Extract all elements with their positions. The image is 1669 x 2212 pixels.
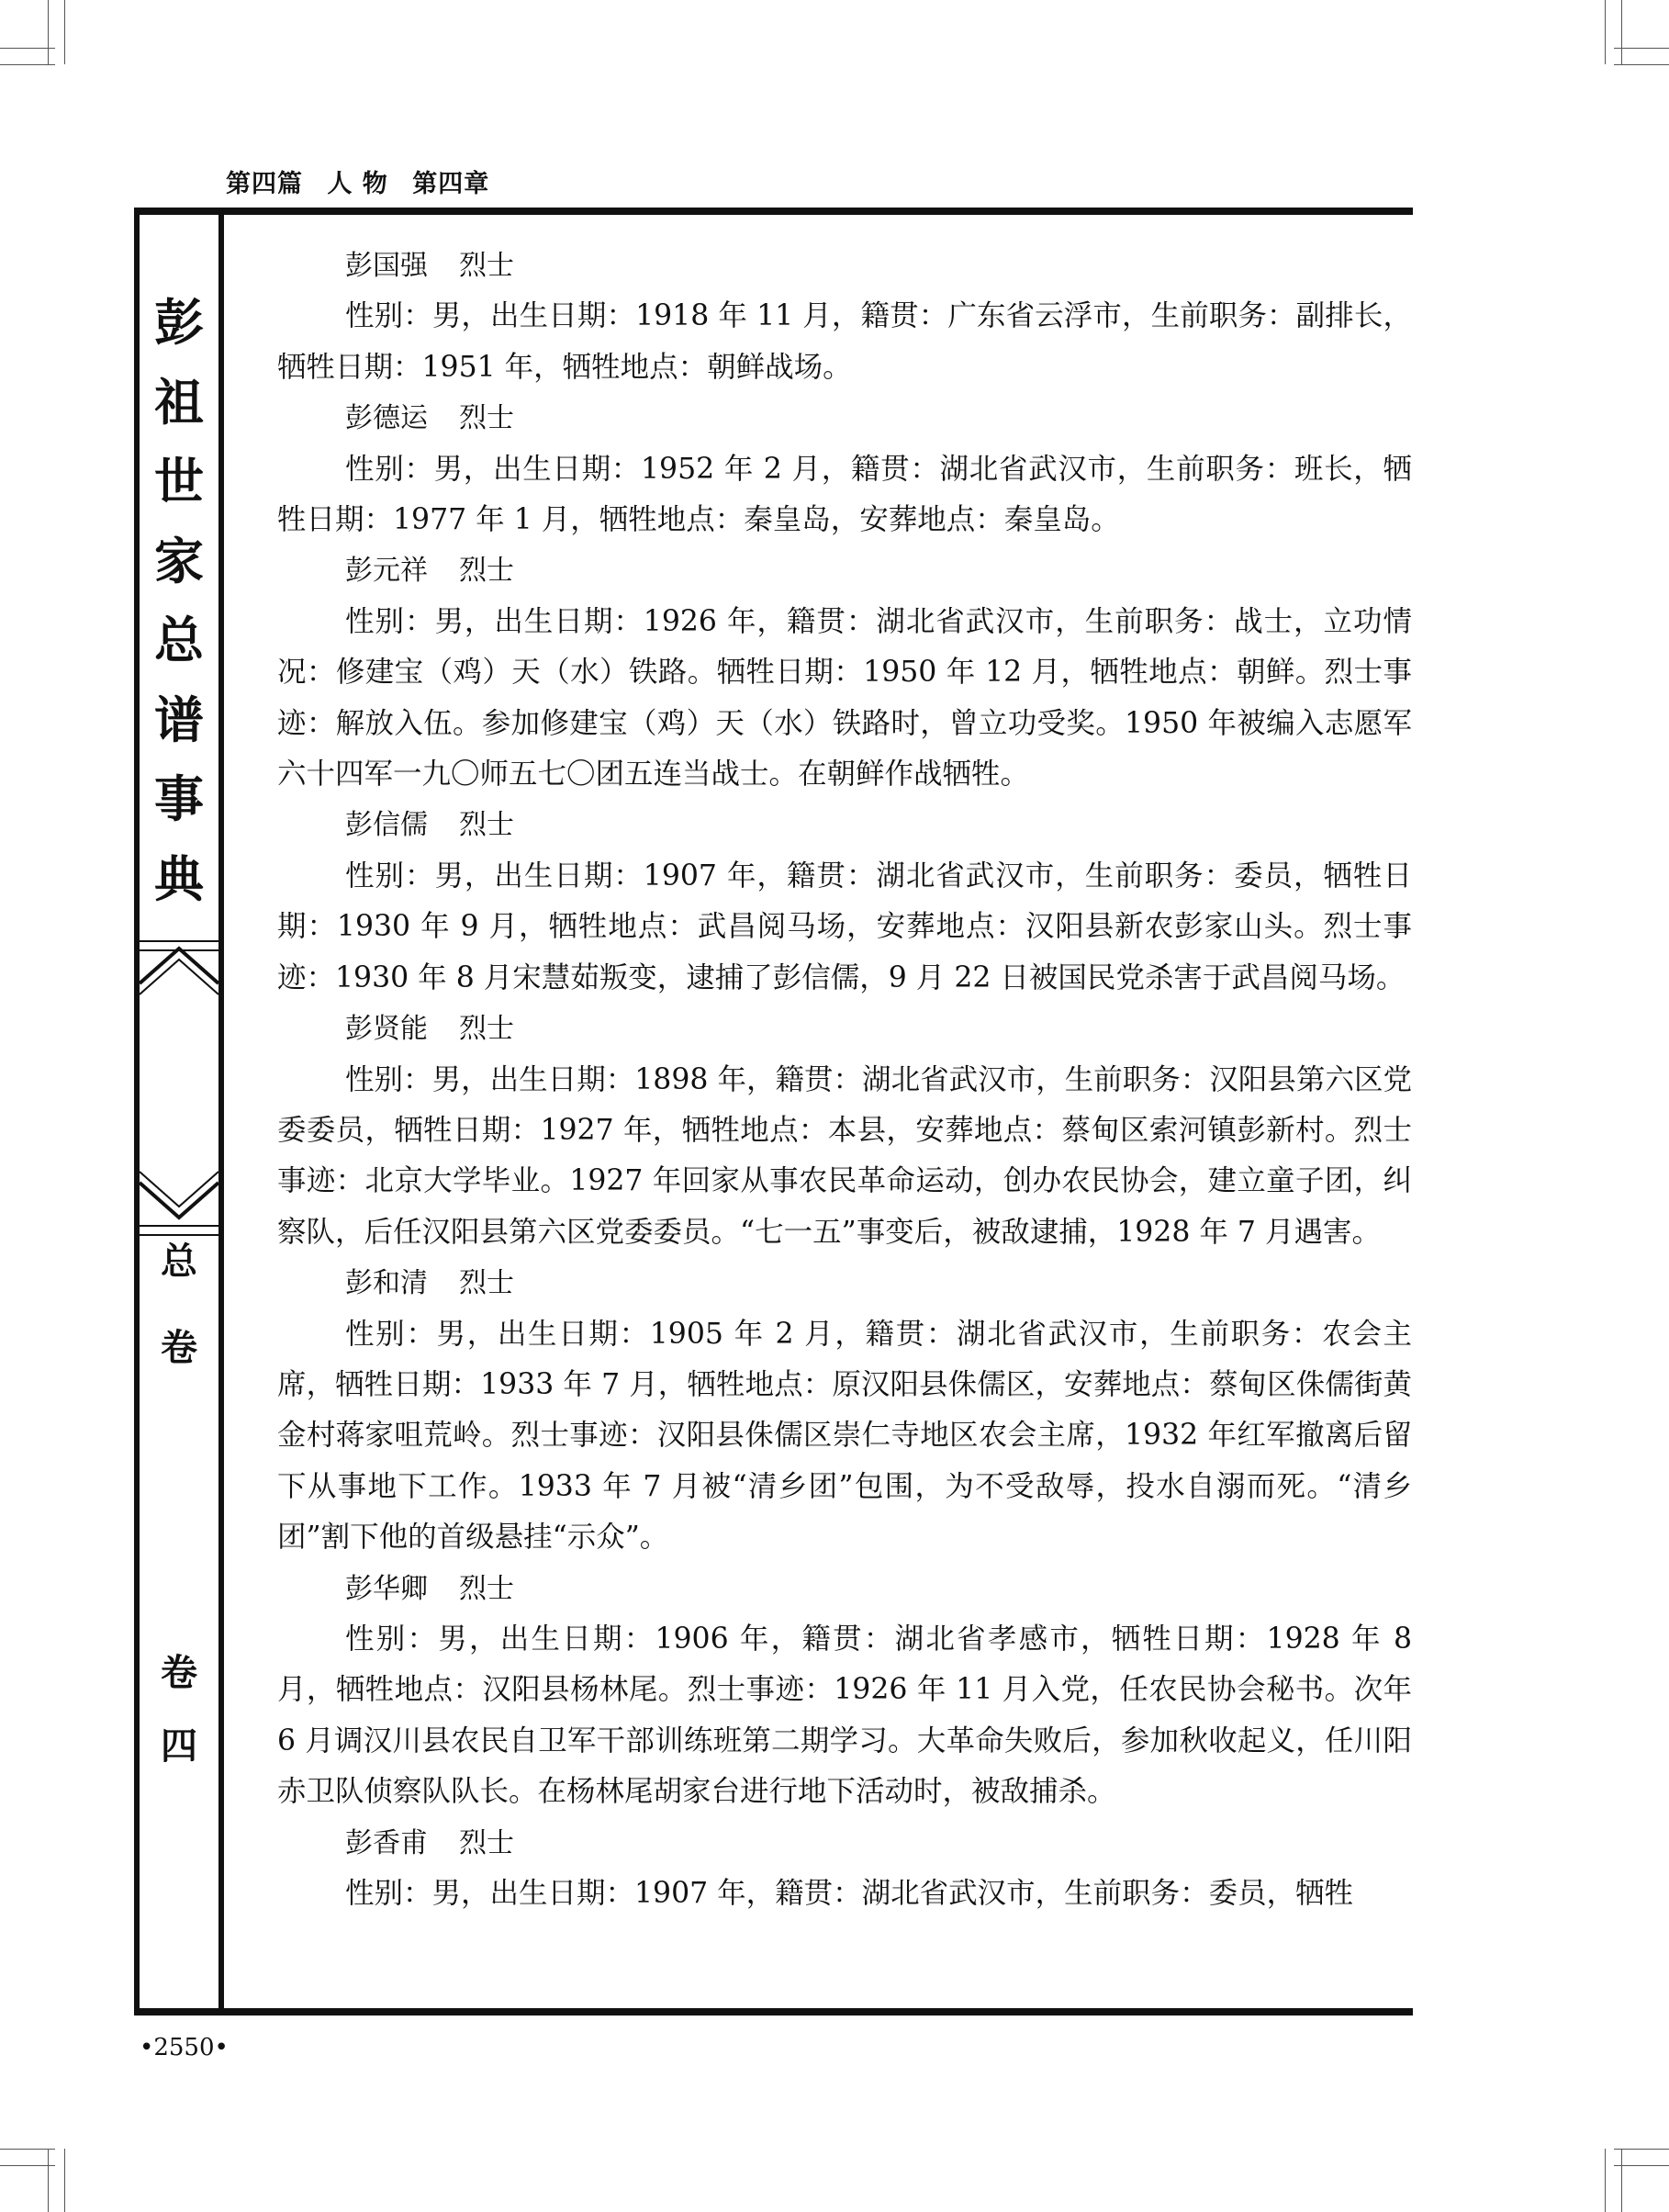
spine-divider	[140, 1225, 218, 1227]
title-char: 祖	[154, 372, 204, 432]
entry-text: 性别：男，出生日期：1906 年，籍贯：湖北省孝感市，牺牲日期：1928 年 8 月，牺牲地点：汉阳县杨林尾。烈士事迹：1926 年 11 月入党，任农民协会秘书。次年 6 月调汉川县农民自卫军干部训练班第二期学习。大革命失败后，参加秋收起义，任川阳赤卫队侦察队队长。在杨林尾胡家台进行地下活动时，被敌捕杀。	[277, 1622, 1412, 1809]
header-part: 第四篇	[226, 170, 303, 198]
spine-sidebar	[134, 211, 224, 2012]
entry-name: 彭国强 烈士	[345, 250, 514, 282]
running-header	[226, 163, 504, 199]
volume-char: 卷	[161, 1327, 197, 1369]
title-char: 谱	[154, 690, 204, 749]
entry-name: 彭贤能 烈士	[345, 1013, 514, 1046]
entry-name: 彭和清 烈士	[345, 1267, 514, 1300]
entry-name: 彭元祥 烈士	[345, 555, 514, 588]
entry-text: 性别：男，出生日期：1905 年 2 月，籍贯：湖北省武汉市，生前职务：农会主席，牺牲日期：1933 年 7 月，牺牲地点：原汉阳县侏儒区，安葬地点：蔡甸区侏儒街黄金村蒋家咀荒岭。烈士事迹：汉阳县侏儒区崇仁寺地区农会主席，1932 年红军撤离后留下从事地下工作。1933 年 7 月被“清乡团”包围，为不受敌辱，投水自溺而死。“清乡团”割下他的首级悬挂“示众”。	[277, 1317, 1412, 1555]
spine-divider	[140, 940, 218, 942]
entry-text: 性别：男，出生日期：1907 年，籍贯：湖北省武汉市，生前职务：委员，牺牲日期：1930 年 9 月，牺牲地点：武昌阅马场，安葬地点：汉阳县新农彭家山头。烈士事迹：1930 年 8 月宋慧茹叛变，逮捕了彭信儒，9 月 22 日被国民党杀害于武昌阅马场。	[277, 859, 1412, 994]
top-rule	[134, 208, 1413, 215]
entry-text: 性别：男，出生日期：1952 年 2 月，籍贯：湖北省武汉市，生前职务：班长，牺牲日期：1977 年 1 月，牺牲地点：秦皇岛，安葬地点：秦皇岛。	[277, 452, 1412, 537]
page-number: •2550•	[140, 2034, 229, 2061]
entry-text: 性别：男，出生日期：1918 年 11 月，籍贯：广东省云浮市，生前职务：副排长，牺牲日期：1951 年，牺牲地点：朝鲜战场。	[277, 299, 1412, 384]
header-section: 人 物	[327, 170, 388, 198]
entry-name: 彭香甫 烈士	[345, 1826, 514, 1859]
spine-divider	[140, 1234, 218, 1236]
book-char: 卷	[161, 1652, 197, 1694]
book-title-vertical	[140, 283, 218, 918]
title-char: 总	[154, 611, 204, 669]
title-char: 事	[154, 769, 204, 828]
entry-name: 彭华卿 烈士	[345, 1572, 514, 1605]
entry-name: 彭德运 烈士	[345, 402, 514, 435]
diamond-frame	[140, 943, 218, 1223]
entry-text: 性别：男，出生日期：1907 年，籍贯：湖北省武汉市，生前职务：委员，牺牲	[345, 1877, 1354, 1910]
title-char: 彭	[154, 293, 204, 352]
volume-char: 总	[161, 1241, 197, 1283]
entry-name: 彭信儒 烈士	[345, 809, 514, 842]
main-text	[277, 241, 1412, 1919]
title-char: 典	[154, 848, 204, 908]
entry-text: 性别：男，出生日期：1926 年，籍贯：湖北省武汉市，生前职务：战士，立功情况：修建宝（鸡）天（水）铁路。牺牲日期：1950 年 12 月，牺牲地点：朝鲜。烈士事迹：解放入伍。参加修建宝（鸡）天（水）铁路时，曾立功受奖。1950 年被编入志愿军六十四军一九〇师五七〇团五连当战士。在朝鲜作战牺牲。	[277, 604, 1412, 792]
title-char: 家	[154, 531, 204, 590]
title-char: 世	[154, 452, 204, 511]
header-chapter: 第四章	[412, 170, 490, 198]
bottom-rule	[134, 2008, 1413, 2016]
book-char: 四	[161, 1725, 197, 1768]
entry-text: 性别：男，出生日期：1898 年，籍贯：湖北省武汉市，生前职务：汉阳县第六区党委委员，牺牲日期：1927 年，牺牲地点：本县，安葬地点：蔡甸区索河镇彭新村。烈士事迹：北京大学毕业。1927 年回家从事农民革命运动，创办农民协会，建立童子团，纠察队，后任汉阳县第六区党委委员。“七一五”事变后，被敌逮捕，1928 年 7 月遇害。	[277, 1062, 1412, 1249]
